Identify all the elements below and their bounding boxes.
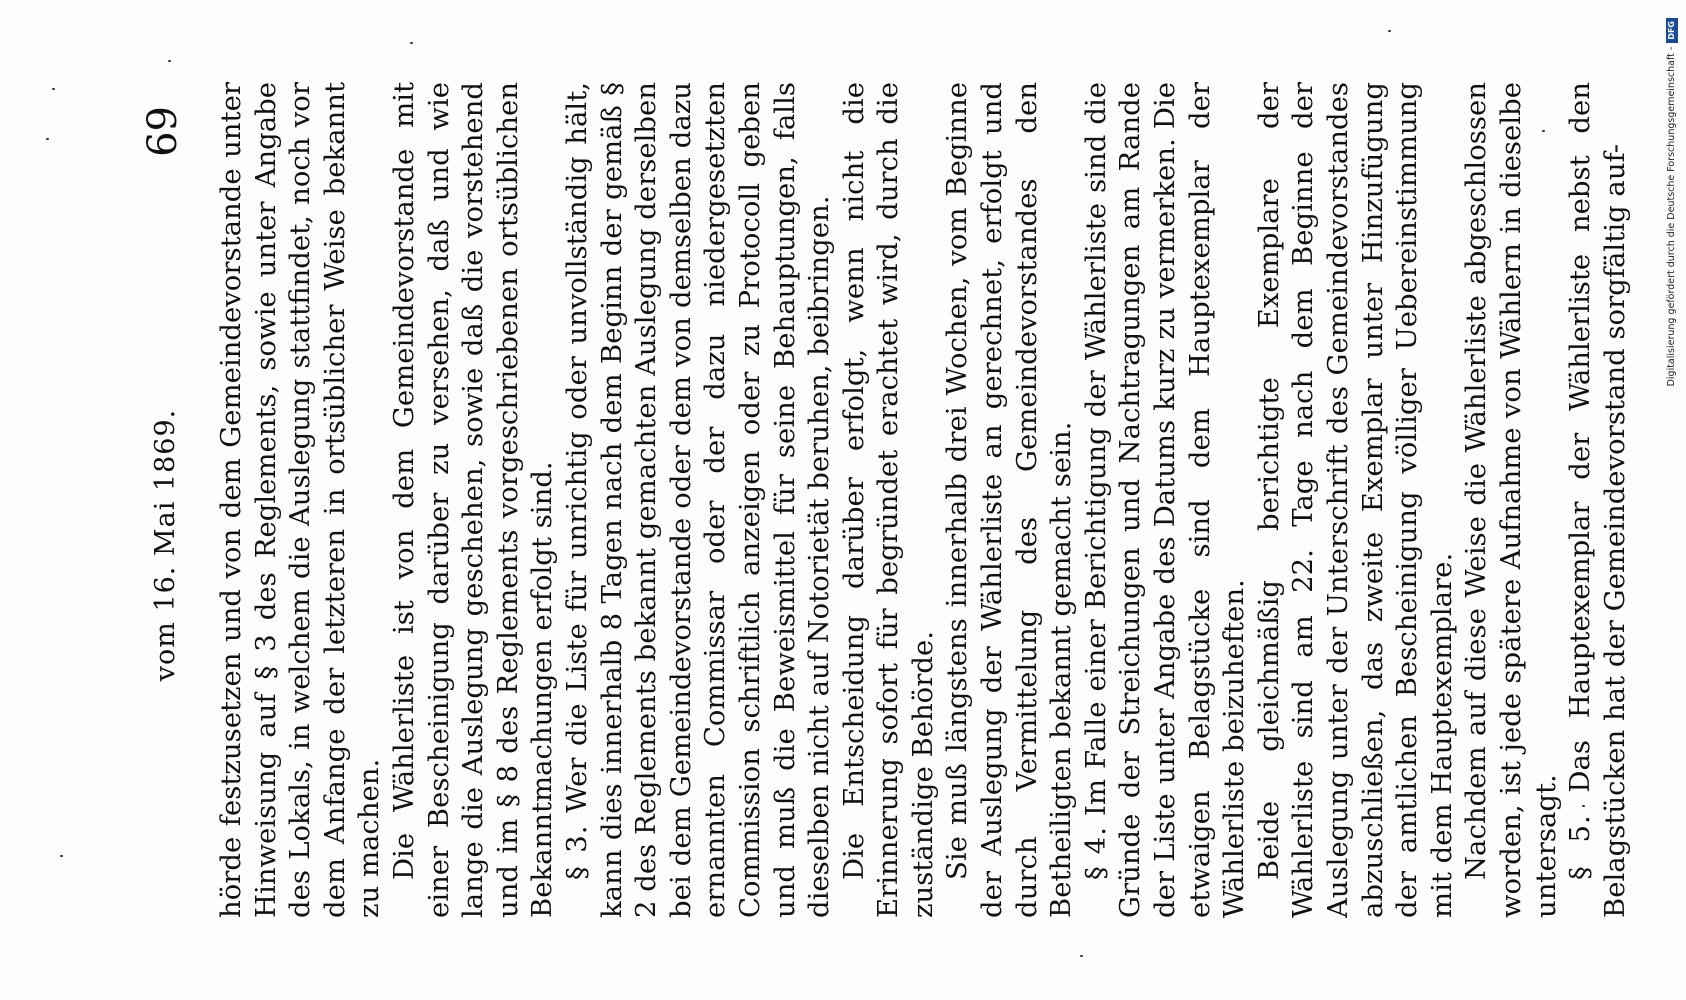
dfg-logo: DFG bbox=[1666, 18, 1678, 43]
rotated-page-content bbox=[140, 82, 1631, 918]
paragraph-2: Die Wählerliste ist von dem Gemeindevorstande mit einer Bescheinigung darüber zu versehen, daß und wie lange die Auslegung geschehen, sowie daß die vorstehend und im § 8 des Reglements vorgeschriebenen ortsüblichen Bekanntmachungen erfolgt sind. bbox=[387, 82, 559, 918]
section-5 bbox=[1563, 82, 1632, 918]
section-3 bbox=[560, 82, 837, 918]
paragraph-9: Das Hauptexemplar der Wählerliste nebst den Belagstücken hat der Gemeindevorstand sorgfältig auf- bbox=[1564, 82, 1631, 918]
section-5-label: § 5. bbox=[1564, 814, 1597, 880]
scan-speck bbox=[46, 138, 49, 140]
scan-speck bbox=[1080, 955, 1083, 957]
digitization-credit bbox=[1665, 18, 1679, 708]
page-number: 69 bbox=[140, 106, 186, 157]
scan-speck bbox=[168, 60, 171, 62]
digitization-credit-text bbox=[1665, 18, 1679, 708]
paragraph-5: Sie muß längstens innerhalb drei Wochen, vom Beginne der Auslegung der Wählerliste an gerechnet, erfolgt und durch Vermittelung des Gemeindevorstandes den Betheiligten bekannt gemacht sein. bbox=[941, 82, 1078, 918]
paragraph-1: hörde festzusetzen und von dem Gemeindevorstande unter Hinweisung auf § 3 des Reglements, sowie unter Angabe des Lokals, in welchem die Auslegung stattfindet, noch vor dem Anfange der letzteren in ortsüblicher Weise bekannt zu machen. bbox=[215, 82, 386, 918]
scan-speck bbox=[60, 855, 63, 857]
scan-speck bbox=[52, 88, 55, 90]
section-4 bbox=[1079, 82, 1252, 918]
scan-speck bbox=[1582, 805, 1585, 807]
paragraph-8: Nachdem auf diese Weise die Wählerliste abgeschlossen worden, ist jede spätere Aufnahme von Wählern in dieselbe untersagt. bbox=[1460, 82, 1562, 918]
paragraph-7: Beide gleichmäßig berichtigte Exemplare der Wählerliste sind am 22. Tage nach dem Beginne der Auslegung unter der Unterschrift des Gemeindevorstandes abzuschließen, das zweite Exemplar unter Hinzufügung der amtlichen Bescheinigung völliger Uebereinstimmung mit dem Hauptexemplare. bbox=[1252, 82, 1458, 918]
scan-speck bbox=[1542, 130, 1545, 132]
running-head: vom 16. Mai 1869. bbox=[150, 408, 181, 682]
paragraph-3: Wer die Liste für unrichtig oder unvollständig hält, kann dies innerhalb 8 Tagen nach dem Beginn der gemäß § 2 des Reglements bekannt gemachten Auslegung derselben bei dem Gemeindevorstande oder dem von demselben dazu ernannten Commissar oder der dazu niedergesetzten Commission schriftlich anzeigen oder zu Protocoll geben und muß die Beweismittel für seine Behauptungen, falls dieselben nicht auf Notorietät beruhen, beibringen. bbox=[560, 82, 836, 918]
body-text bbox=[214, 82, 1632, 918]
credit-text: Digitalisierung gefördert durch die Deutsche Forschungsgemeinschaft - bbox=[1666, 46, 1677, 387]
page-header bbox=[140, 82, 206, 918]
paragraph-6: Im Falle einer Berichtigung der Wählerliste sind die Gründe der Streichungen und Nachtragungen am Rande der Liste unter Angabe des Datums kurz zu vermerken. Die etwaigen Belagstücke sind dem Hauptexemplar der Wählerliste beizuheften. bbox=[1079, 82, 1251, 918]
scan-speck bbox=[1388, 30, 1391, 32]
paragraph-4: Die Entscheidung darüber erfolgt, wenn nicht die Erinnerung sofort für begründet erachtet wird, durch die zuständige Behörde. bbox=[837, 82, 939, 918]
section-4-label: § 4. bbox=[1079, 825, 1112, 880]
section-3-label: § 3. bbox=[560, 824, 593, 880]
scan-speck bbox=[410, 42, 413, 44]
